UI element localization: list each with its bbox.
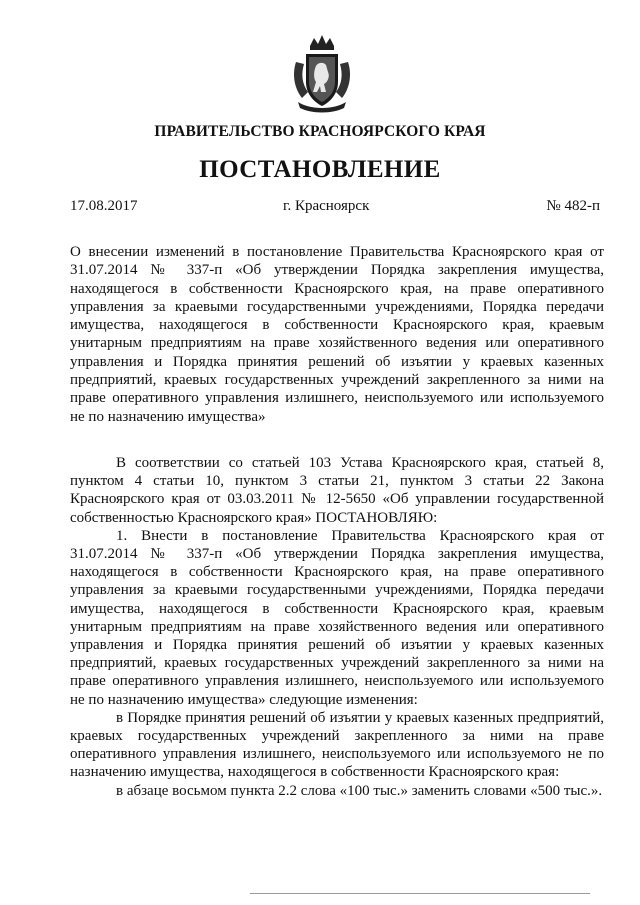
body-paragraph: в абзаце восьмом пункта 2.2 слова «100 тыс.» заменить словами «500 тыс.». [116,782,603,799]
government-name: ПРАВИТЕЛЬСТВО КРАСНОЯРСКОГО КРАЯ [154,123,486,140]
document-date: 17.08.2017 [70,198,138,214]
body-paragraph: В соответствии со статьей 103 Устава Красноярского края, статьей 8, пунктом 4 статьи 10, пунктом 3 статьи 21, пунктом 3 статьи 22 Закона Красноярского края от 03.03.2011 № 12-5650 «Об управлении государственной собственностью Красноярского края» ПОСТАНОВЛЯЮ: [70,455,604,526]
footer-divider [250,893,590,894]
document-subject: О внесении изменений в постановление Правительства Красноярского края от 31.07.2014 № 337-п «Об утверждении Порядка закрепления имущества, находящегося в собственности Красноярского края, на праве оперативного управления за краевыми государственными учреждениями, Порядка передачи имущества, находящегося в собственности Красноярского края, краевым унитарным предприятиям на праве хозяйственного ведения или оперативного управления и Порядка принятия решений об изъятии у краевых казенных предприятий, краевых государственных учреждений закрепленного за ними на праве оперативного управления излишнего, неиспользуемого или используемого не по назначению имущества» [70,244,604,425]
document-number: № 482-п [546,198,600,214]
document-type: ПОСТАНОВЛЕНИЕ [199,156,441,183]
document-body [70,454,604,800]
body-paragraph: 1. Внести в постановление Правительства Красноярского края от 31.07.2014 № 337-п «Об утверждении Порядка закрепления имущества, находящегося в собственности Красноярского края, на праве оперативного управления за краевыми государственными учреждениями, Порядка передачи имущества, находящегося в собственности Красноярского края, краевым унитарным предприятиям на праве хозяйственного ведения или оперативного управления и Порядка принятия решений об изъятии у краевых казенных предприятий, краевых государственных учреждений закрепленного за ними на праве оперативного управления излишнего, неиспользуемого или используемого не по назначению имущества» следующие изменения: [70,527,604,708]
document-city: г. Красноярск [283,198,370,214]
coat-of-arms-icon [290,32,354,116]
body-paragraph: в Порядке принятия решений об изъятии у краевых казенных предприятий, краевых государственных учреждений закрепленного за ними на праве оперативного управления излишнего, неиспользуемого или используемого не по назначению имущества, находящегося в собственности Красноярского края: [70,709,604,781]
